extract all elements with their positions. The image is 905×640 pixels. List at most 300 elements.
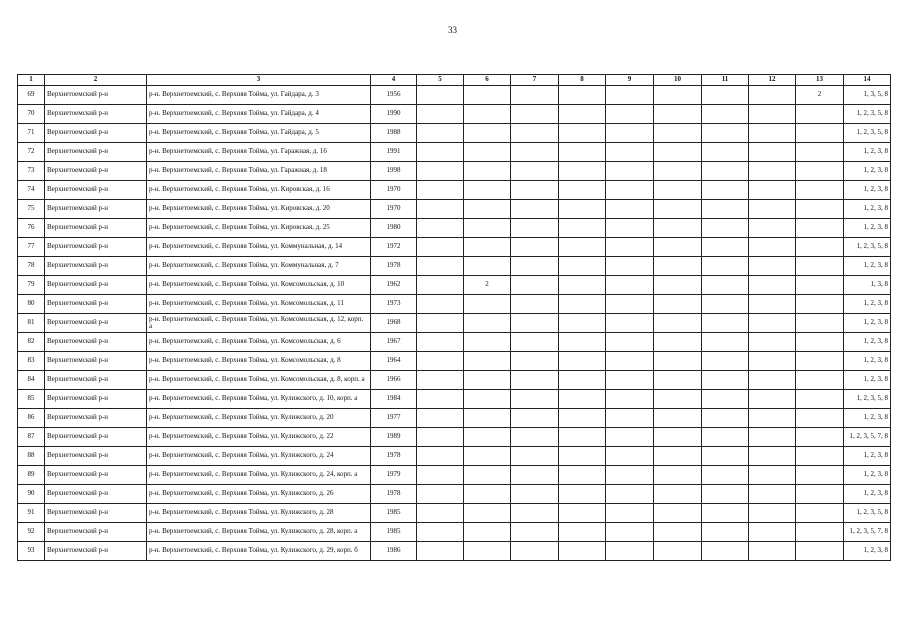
table-row — [18, 314, 891, 333]
column-6-cell — [464, 371, 511, 390]
column-5-cell — [417, 485, 464, 504]
table-row — [18, 219, 891, 238]
column-9-cell — [606, 200, 654, 219]
column-header: 14 — [844, 75, 891, 86]
column-7-cell — [511, 124, 559, 143]
column-9-cell — [606, 257, 654, 276]
table-row — [18, 504, 891, 523]
address-cell: р-н. Верхнетоемский, с. Верхняя Тойма, ул. Гаражная, д. 16 — [147, 143, 371, 162]
column-5-cell — [417, 390, 464, 409]
column-10-cell — [654, 86, 702, 105]
column-12-cell — [749, 181, 796, 200]
column-11-cell — [702, 504, 749, 523]
column-13-cell — [796, 219, 844, 238]
column-7-cell — [511, 466, 559, 485]
column-9-cell — [606, 447, 654, 466]
row-number-cell: 73 — [18, 162, 45, 181]
column-8-cell — [559, 86, 606, 105]
column-5-cell — [417, 504, 464, 523]
column-9-cell — [606, 409, 654, 428]
row-number-cell: 82 — [18, 333, 45, 352]
row-number-cell: 91 — [18, 504, 45, 523]
column-11-cell — [702, 124, 749, 143]
column-13-cell — [796, 143, 844, 162]
column-6-cell — [464, 238, 511, 257]
column-8-cell — [559, 371, 606, 390]
column-13-cell — [796, 485, 844, 504]
address-cell: р-н. Верхнетоемский, с. Верхняя Тойма, ул. Гайдара, д. 5 — [147, 124, 371, 143]
year-cell: 1956 — [371, 86, 417, 105]
address-cell: р-н. Верхнетоемский, с. Верхняя Тойма, ул. Кулижского, д. 24 — [147, 447, 371, 466]
district-cell: Верхнетоемский р-н — [45, 124, 147, 143]
year-cell: 1978 — [371, 485, 417, 504]
column-5-cell — [417, 219, 464, 238]
address-cell: р-н. Верхнетоемский, с. Верхняя Тойма, ул. Кулижского, д. 22 — [147, 428, 371, 447]
column-11-cell — [702, 390, 749, 409]
column-11-cell — [702, 466, 749, 485]
column-11-cell — [702, 219, 749, 238]
address-cell: р-н. Верхнетоемский, с. Верхняя Тойма, ул. Комсомольская, д. 11 — [147, 295, 371, 314]
address-cell: р-н. Верхнетоемский, с. Верхняя Тойма, ул. Кулижского, д. 28 — [147, 504, 371, 523]
row-number-cell: 89 — [18, 466, 45, 485]
column-8-cell — [559, 276, 606, 295]
table-row — [18, 542, 891, 561]
column-6-cell — [464, 504, 511, 523]
column-header: 2 — [45, 75, 147, 86]
district-cell: Верхнетоемский р-н — [45, 162, 147, 181]
column-14-cell: 1, 2, 3, 8 — [844, 485, 891, 504]
column-9-cell — [606, 428, 654, 447]
column-8-cell — [559, 238, 606, 257]
district-cell: Верхнетоемский р-н — [45, 181, 147, 200]
address-cell: р-н. Верхнетоемский, с. Верхняя Тойма, ул. Кулижского, д. 26 — [147, 485, 371, 504]
year-cell: 1989 — [371, 428, 417, 447]
column-13-cell — [796, 523, 844, 542]
column-14-cell: 1, 2, 3, 5, 7, 8 — [844, 428, 891, 447]
column-12-cell — [749, 295, 796, 314]
column-12-cell — [749, 428, 796, 447]
table-row — [18, 276, 891, 295]
address-cell: р-н. Верхнетоемский, с. Верхняя Тойма, ул. Кировская, д. 25 — [147, 219, 371, 238]
row-number-cell: 78 — [18, 257, 45, 276]
column-6-cell — [464, 409, 511, 428]
column-6-cell — [464, 466, 511, 485]
district-cell: Верхнетоемский р-н — [45, 485, 147, 504]
column-12-cell — [749, 352, 796, 371]
district-cell: Верхнетоемский р-н — [45, 257, 147, 276]
column-9-cell — [606, 314, 654, 333]
column-7-cell — [511, 276, 559, 295]
column-9-cell — [606, 162, 654, 181]
table-row — [18, 485, 891, 504]
column-14-cell: 1, 2, 3, 8 — [844, 257, 891, 276]
year-cell: 1968 — [371, 314, 417, 333]
column-13-cell — [796, 124, 844, 143]
column-7-cell — [511, 485, 559, 504]
column-5-cell — [417, 124, 464, 143]
column-6-cell — [464, 428, 511, 447]
column-14-cell: 1, 2, 3, 5, 8 — [844, 105, 891, 124]
column-5-cell — [417, 428, 464, 447]
column-7-cell — [511, 295, 559, 314]
column-11-cell — [702, 276, 749, 295]
column-5-cell — [417, 314, 464, 333]
column-12-cell — [749, 86, 796, 105]
column-13-cell — [796, 181, 844, 200]
row-number-cell: 84 — [18, 371, 45, 390]
row-number-cell: 74 — [18, 181, 45, 200]
column-5-cell — [417, 371, 464, 390]
row-number-cell: 81 — [18, 314, 45, 333]
column-12-cell — [749, 390, 796, 409]
row-number-cell: 93 — [18, 542, 45, 561]
column-13-cell — [796, 333, 844, 352]
column-6-cell — [464, 257, 511, 276]
year-cell: 1972 — [371, 238, 417, 257]
column-13-cell — [796, 295, 844, 314]
column-14-cell: 1, 2, 3, 5, 8 — [844, 504, 891, 523]
year-cell: 1988 — [371, 124, 417, 143]
column-8-cell — [559, 428, 606, 447]
column-8-cell — [559, 105, 606, 124]
column-7-cell — [511, 542, 559, 561]
column-5-cell — [417, 447, 464, 466]
column-9-cell — [606, 352, 654, 371]
row-number-cell: 83 — [18, 352, 45, 371]
column-7-cell — [511, 447, 559, 466]
column-12-cell — [749, 162, 796, 181]
column-10-cell — [654, 485, 702, 504]
district-cell: Верхнетоемский р-н — [45, 352, 147, 371]
column-11-cell — [702, 409, 749, 428]
column-header: 7 — [511, 75, 559, 86]
column-header: 12 — [749, 75, 796, 86]
column-14-cell: 1, 2, 3, 5, 7, 8 — [844, 523, 891, 542]
year-cell: 1977 — [371, 409, 417, 428]
column-8-cell — [559, 466, 606, 485]
year-cell: 1970 — [371, 200, 417, 219]
column-14-cell: 1, 2, 3, 8 — [844, 200, 891, 219]
column-9-cell — [606, 542, 654, 561]
address-cell: р-н. Верхнетоемский, с. Верхняя Тойма, ул. Коммунальная, д. 14 — [147, 238, 371, 257]
column-8-cell — [559, 352, 606, 371]
column-7-cell — [511, 352, 559, 371]
column-8-cell — [559, 390, 606, 409]
column-14-cell: 1, 2, 3, 8 — [844, 143, 891, 162]
column-11-cell — [702, 523, 749, 542]
column-7-cell — [511, 257, 559, 276]
register-table — [17, 74, 891, 561]
column-12-cell — [749, 105, 796, 124]
year-cell: 1986 — [371, 542, 417, 561]
column-10-cell — [654, 219, 702, 238]
column-6-cell — [464, 162, 511, 181]
column-11-cell — [702, 352, 749, 371]
table-row — [18, 352, 891, 371]
column-12-cell — [749, 200, 796, 219]
column-10-cell — [654, 447, 702, 466]
column-12-cell — [749, 124, 796, 143]
district-cell: Верхнетоемский р-н — [45, 295, 147, 314]
column-10-cell — [654, 238, 702, 257]
column-13-cell — [796, 314, 844, 333]
column-6-cell — [464, 333, 511, 352]
column-12-cell — [749, 504, 796, 523]
column-5-cell — [417, 276, 464, 295]
column-11-cell — [702, 200, 749, 219]
year-cell: 1966 — [371, 371, 417, 390]
row-number-cell: 70 — [18, 105, 45, 124]
column-7-cell — [511, 523, 559, 542]
column-11-cell — [702, 143, 749, 162]
column-number-row — [18, 75, 891, 86]
row-number-cell: 86 — [18, 409, 45, 428]
column-8-cell — [559, 314, 606, 333]
district-cell: Верхнетоемский р-н — [45, 504, 147, 523]
district-cell: Верхнетоемский р-н — [45, 390, 147, 409]
column-9-cell — [606, 390, 654, 409]
address-cell: р-н. Верхнетоемский, с. Верхняя Тойма, ул. Комсомольская, д. 8 — [147, 352, 371, 371]
row-number-cell: 90 — [18, 485, 45, 504]
column-10-cell — [654, 352, 702, 371]
column-8-cell — [559, 143, 606, 162]
column-9-cell — [606, 238, 654, 257]
column-8-cell — [559, 504, 606, 523]
district-cell: Верхнетоемский р-н — [45, 333, 147, 352]
column-7-cell — [511, 238, 559, 257]
column-7-cell — [511, 219, 559, 238]
column-header: 3 — [147, 75, 371, 86]
column-11-cell — [702, 181, 749, 200]
row-number-cell: 76 — [18, 219, 45, 238]
column-9-cell — [606, 181, 654, 200]
column-6-cell — [464, 86, 511, 105]
column-13-cell — [796, 276, 844, 295]
district-cell: Верхнетоемский р-н — [45, 105, 147, 124]
column-12-cell — [749, 314, 796, 333]
table-row — [18, 523, 891, 542]
column-10-cell — [654, 504, 702, 523]
column-7-cell — [511, 428, 559, 447]
column-12-cell — [749, 447, 796, 466]
column-header: 1 — [18, 75, 45, 86]
table-row — [18, 143, 891, 162]
table-row — [18, 447, 891, 466]
column-11-cell — [702, 295, 749, 314]
address-cell: р-н. Верхнетоемский, с. Верхняя Тойма, ул. Гайдара, д. 3 — [147, 86, 371, 105]
district-cell: Верхнетоемский р-н — [45, 447, 147, 466]
column-13-cell — [796, 542, 844, 561]
column-12-cell — [749, 276, 796, 295]
year-cell: 1998 — [371, 162, 417, 181]
column-13-cell — [796, 409, 844, 428]
column-9-cell — [606, 523, 654, 542]
column-13-cell — [796, 428, 844, 447]
column-9-cell — [606, 504, 654, 523]
year-cell: 1991 — [371, 143, 417, 162]
address-cell: р-н. Верхнетоемский, с. Верхняя Тойма, ул. Комсомольская, д. 12, корп. а — [147, 314, 371, 333]
district-cell: Верхнетоемский р-н — [45, 466, 147, 485]
year-cell: 1985 — [371, 523, 417, 542]
column-14-cell: 1, 2, 3, 8 — [844, 181, 891, 200]
address-cell: р-н. Верхнетоемский, с. Верхняя Тойма, ул. Кировская, д. 20 — [147, 200, 371, 219]
column-12-cell — [749, 466, 796, 485]
column-13-cell: 2 — [796, 86, 844, 105]
column-14-cell: 1, 2, 3, 8 — [844, 333, 891, 352]
column-9-cell — [606, 105, 654, 124]
year-cell: 1979 — [371, 466, 417, 485]
column-10-cell — [654, 124, 702, 143]
address-cell: р-н. Верхнетоемский, с. Верхняя Тойма, ул. Коммунальная, д. 7 — [147, 257, 371, 276]
column-12-cell — [749, 485, 796, 504]
column-12-cell — [749, 219, 796, 238]
column-10-cell — [654, 181, 702, 200]
district-cell: Верхнетоемский р-н — [45, 238, 147, 257]
column-12-cell — [749, 523, 796, 542]
address-cell: р-н. Верхнетоемский, с. Верхняя Тойма, ул. Гаражная, д. 18 — [147, 162, 371, 181]
table-row — [18, 162, 891, 181]
column-13-cell — [796, 257, 844, 276]
column-11-cell — [702, 162, 749, 181]
year-cell: 1964 — [371, 352, 417, 371]
column-7-cell — [511, 181, 559, 200]
column-11-cell — [702, 238, 749, 257]
column-6-cell — [464, 314, 511, 333]
column-6-cell — [464, 181, 511, 200]
row-number-cell: 85 — [18, 390, 45, 409]
column-8-cell — [559, 409, 606, 428]
row-number-cell: 69 — [18, 86, 45, 105]
column-7-cell — [511, 143, 559, 162]
column-7-cell — [511, 105, 559, 124]
column-10-cell — [654, 143, 702, 162]
column-9-cell — [606, 276, 654, 295]
table-row — [18, 390, 891, 409]
column-8-cell — [559, 542, 606, 561]
column-11-cell — [702, 542, 749, 561]
column-9-cell — [606, 219, 654, 238]
table-row — [18, 333, 891, 352]
column-6-cell: 2 — [464, 276, 511, 295]
column-5-cell — [417, 542, 464, 561]
column-header: 13 — [796, 75, 844, 86]
column-header: 5 — [417, 75, 464, 86]
column-14-cell: 1, 2, 3, 8 — [844, 314, 891, 333]
table-row — [18, 257, 891, 276]
year-cell: 1967 — [371, 333, 417, 352]
column-6-cell — [464, 219, 511, 238]
column-12-cell — [749, 409, 796, 428]
district-cell: Верхнетоемский р-н — [45, 523, 147, 542]
district-cell: Верхнетоемский р-н — [45, 371, 147, 390]
column-14-cell: 1, 3, 8 — [844, 276, 891, 295]
table-row — [18, 428, 891, 447]
column-14-cell: 1, 2, 3, 8 — [844, 162, 891, 181]
column-11-cell — [702, 314, 749, 333]
column-8-cell — [559, 447, 606, 466]
column-10-cell — [654, 200, 702, 219]
column-7-cell — [511, 333, 559, 352]
column-9-cell — [606, 485, 654, 504]
year-cell: 1985 — [371, 504, 417, 523]
column-10-cell — [654, 371, 702, 390]
column-8-cell — [559, 200, 606, 219]
column-14-cell: 1, 3, 5, 8 — [844, 86, 891, 105]
column-6-cell — [464, 200, 511, 219]
column-6-cell — [464, 352, 511, 371]
column-10-cell — [654, 314, 702, 333]
district-cell: Верхнетоемский р-н — [45, 200, 147, 219]
row-number-cell: 88 — [18, 447, 45, 466]
column-10-cell — [654, 162, 702, 181]
district-cell: Верхнетоемский р-н — [45, 143, 147, 162]
table-row — [18, 295, 891, 314]
column-11-cell — [702, 485, 749, 504]
column-5-cell — [417, 143, 464, 162]
column-5-cell — [417, 523, 464, 542]
district-cell: Верхнетоемский р-н — [45, 86, 147, 105]
column-8-cell — [559, 181, 606, 200]
column-10-cell — [654, 295, 702, 314]
table-row — [18, 200, 891, 219]
row-number-cell: 71 — [18, 124, 45, 143]
column-5-cell — [417, 333, 464, 352]
column-13-cell — [796, 105, 844, 124]
district-cell: Верхнетоемский р-н — [45, 409, 147, 428]
column-13-cell — [796, 390, 844, 409]
address-cell: р-н. Верхнетоемский, с. Верхняя Тойма, ул. Комсомольская, д. 8, корп. а — [147, 371, 371, 390]
address-cell: р-н. Верхнетоемский, с. Верхняя Тойма, ул. Кулижского, д. 20 — [147, 409, 371, 428]
column-6-cell — [464, 523, 511, 542]
year-cell: 1990 — [371, 105, 417, 124]
column-9-cell — [606, 333, 654, 352]
year-cell: 1978 — [371, 447, 417, 466]
table-row — [18, 86, 891, 105]
column-13-cell — [796, 352, 844, 371]
column-8-cell — [559, 523, 606, 542]
column-7-cell — [511, 371, 559, 390]
column-8-cell — [559, 295, 606, 314]
column-9-cell — [606, 143, 654, 162]
column-6-cell — [464, 105, 511, 124]
column-12-cell — [749, 257, 796, 276]
column-7-cell — [511, 409, 559, 428]
column-12-cell — [749, 371, 796, 390]
column-14-cell: 1, 2, 3, 8 — [844, 219, 891, 238]
column-13-cell — [796, 200, 844, 219]
address-cell: р-н. Верхнетоемский, с. Верхняя Тойма, ул. Кировская, д. 16 — [147, 181, 371, 200]
column-11-cell — [702, 371, 749, 390]
column-7-cell — [511, 390, 559, 409]
year-cell: 1984 — [371, 390, 417, 409]
district-cell: Верхнетоемский р-н — [45, 314, 147, 333]
column-7-cell — [511, 162, 559, 181]
column-header: 9 — [606, 75, 654, 86]
table-row — [18, 238, 891, 257]
row-number-cell: 77 — [18, 238, 45, 257]
column-6-cell — [464, 124, 511, 143]
column-10-cell — [654, 523, 702, 542]
column-14-cell: 1, 2, 3, 8 — [844, 447, 891, 466]
column-5-cell — [417, 200, 464, 219]
column-8-cell — [559, 219, 606, 238]
column-8-cell — [559, 257, 606, 276]
column-10-cell — [654, 257, 702, 276]
column-9-cell — [606, 124, 654, 143]
column-header: 10 — [654, 75, 702, 86]
column-6-cell — [464, 295, 511, 314]
column-14-cell: 1, 2, 3, 8 — [844, 295, 891, 314]
